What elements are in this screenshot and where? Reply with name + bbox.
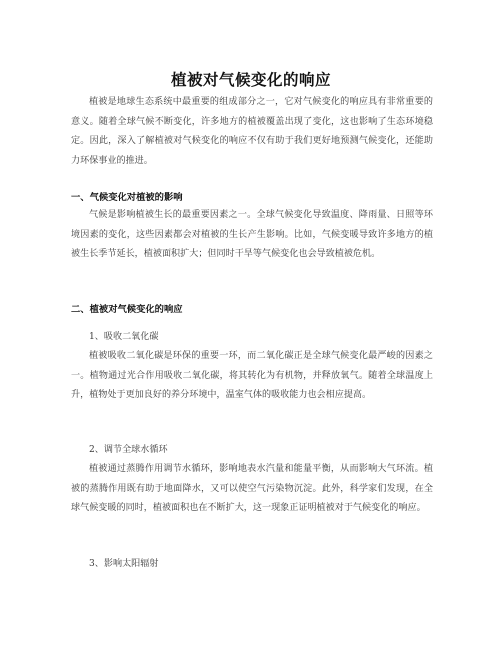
section-1-paragraph: 气候是影响植被生长的最重要因素之一。全球气候变化导致温度、降雨量、日照等环境因素的变化，这些因素都会对植被的生长产生影响。比如，气候变暖导致许多地方的植被生长季节延长，植被面积扩大；但同时干旱等气候变化也会导致植被危机。 <box>71 210 433 259</box>
subsection-1-title: 1、吸收二氧化碳 <box>89 332 159 342</box>
section-1-heading: 一、气候变化对植被的影响 <box>71 192 183 203</box>
section-2-heading: 二、植被对气候变化的响应 <box>71 304 183 315</box>
subsection-1-paragraph: 植被吸收二氧化碳是环保的重要一环，而二氧化碳正是全球气候变化最严峻的因素之一。植物通过光合作用吸收二氧化碳，将其转化为有机物，并释放氧气。随着全球温度上升，植物处于更加良好的养分环境中，温室气体的吸收能力也会相应提高。 <box>71 351 433 400</box>
intro-paragraph: 植被是地球生态系统中最重要的组成部分之一，它对气候变化的响应具有非常重要的意义。随着全球气候不断变化，许多地方的植被覆盖出现了变化，这也影响了生态环境稳定。因此，深入了解植被对气候变化的响应不仅有助于我们更好地预测气候变化，还能助力环保事业的推进。 <box>71 97 433 166</box>
subsection-3-title: 3、影响太阳辐射 <box>89 559 159 569</box>
subsection-2-title: 2、调节全球水循环 <box>89 445 168 455</box>
page-title: 植被对气候变化的响应 <box>170 71 331 90</box>
subsection-2-paragraph: 植被通过蒸腾作用调节水循环，影响地表水汽量和能量平衡，从而影响大气环流。植被的蒸腾作用既有助于地面降水，又可以使空气污染物沉淀。此外，科学家们发现，在全球气候变暖的同时，植被面积也在不断扩大，这一现象正证明植被对于气候变化的响应。 <box>71 464 433 513</box>
